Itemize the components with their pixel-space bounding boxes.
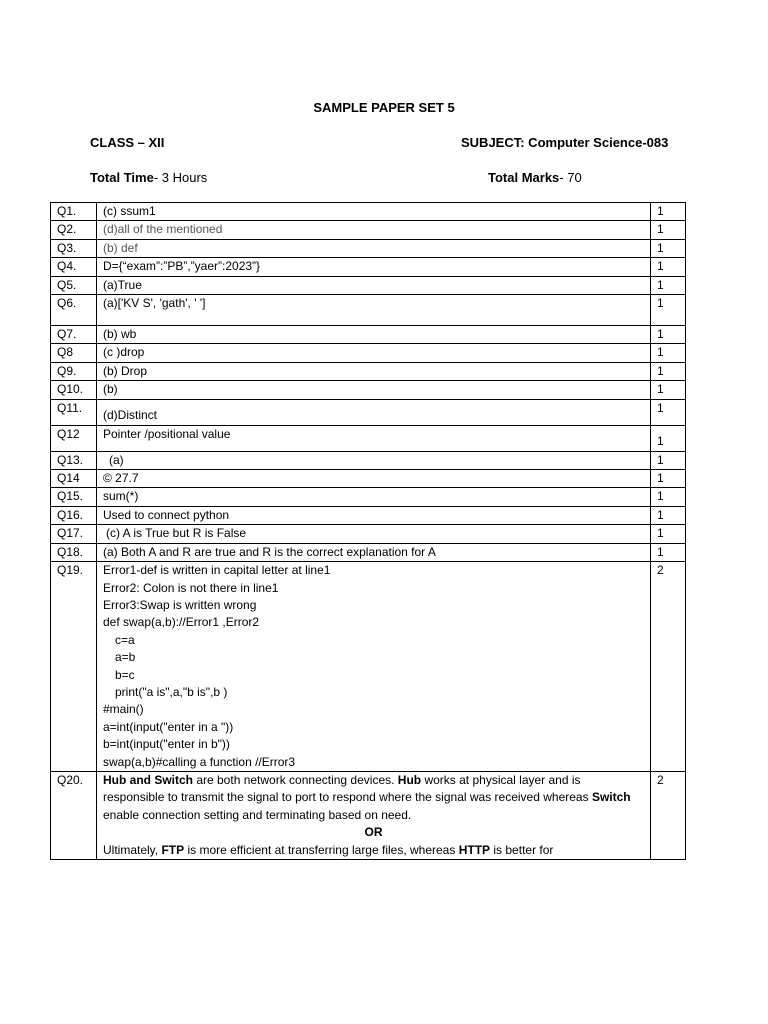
answer-text	[97, 562, 651, 772]
table-row	[51, 295, 686, 326]
answer-text: (a) Both A and R are true and R is the correct explanation for A	[97, 543, 651, 561]
table-row-q20	[51, 771, 686, 859]
question-number: Q9.	[51, 362, 97, 380]
answer-text: sum(*)	[97, 488, 651, 506]
code-line: Error2: Colon is not there in line1	[103, 580, 279, 595]
question-number: Q7.	[51, 326, 97, 344]
marks: 1	[651, 488, 686, 506]
total-time	[90, 170, 207, 185]
answer-text: (b) wb	[97, 326, 651, 344]
marks: 1	[651, 543, 686, 561]
table-row	[51, 488, 686, 506]
answer-text: Used to connect python	[97, 506, 651, 524]
code-line: b=c	[115, 667, 135, 682]
code-line: def swap(a,b)://Error1 ,Error2	[103, 615, 260, 630]
code-line: #main()	[103, 702, 144, 717]
marks: 1	[651, 276, 686, 294]
answer-table	[50, 202, 686, 860]
marks: 1	[651, 239, 686, 257]
answer-text: (c )drop	[97, 344, 651, 362]
table-row	[51, 451, 686, 469]
question-number: Q6.	[51, 295, 97, 326]
term-hub: Hub	[397, 772, 422, 787]
code-line: c=a	[115, 632, 135, 647]
question-number: Q19.	[51, 562, 97, 772]
table-row	[51, 276, 686, 294]
question-number: Q5.	[51, 276, 97, 294]
marks: 1	[651, 425, 686, 451]
answer-text: (c) ssum1	[97, 203, 651, 221]
question-number: Q16.	[51, 506, 97, 524]
question-number: Q8	[51, 344, 97, 362]
question-number: Q13.	[51, 451, 97, 469]
question-number: Q20.	[51, 771, 97, 859]
table-row	[51, 399, 686, 425]
table-row	[51, 506, 686, 524]
table-row	[51, 203, 686, 221]
table-row-q19	[51, 562, 686, 772]
class-label: CLASS – XII	[90, 135, 165, 150]
question-number: Q4.	[51, 258, 97, 276]
or-separator: OR	[364, 825, 383, 840]
answer-text: (a)True	[97, 276, 651, 294]
table-row	[51, 543, 686, 561]
answer-fragment: enable connection setting and terminating based on need.	[103, 807, 412, 822]
marks: 1	[651, 258, 686, 276]
code-line: b=int(input("enter in b"))	[103, 737, 230, 752]
question-number: Q10.	[51, 381, 97, 399]
term-http: HTTP	[458, 842, 491, 857]
question-number: Q2.	[51, 221, 97, 239]
code-line: a=b	[115, 650, 136, 665]
term-hub-switch: Hub and Switch	[103, 772, 193, 787]
time-value: - 3 Hours	[153, 170, 208, 185]
answer-fragment: works at physical layer and is responsible to transmit the signal to port to respond where the signal was received whereas	[103, 772, 592, 805]
total-marks	[488, 170, 582, 185]
question-number: Q11.	[51, 399, 97, 425]
code-line: Error1-def is written in capital letter at line1	[103, 563, 331, 578]
time-label: Total Time	[90, 170, 154, 185]
table-row	[51, 326, 686, 344]
answer-text: Pointer /positional value	[97, 425, 651, 451]
table-row	[51, 425, 686, 451]
answer-text: © 27.7	[97, 470, 651, 488]
page-title: SAMPLE PAPER SET 5	[313, 100, 455, 115]
question-number: Q18.	[51, 543, 97, 561]
answer-text: (c) A is True but R is False	[97, 525, 651, 543]
answer-text: (b)	[97, 381, 651, 399]
marks-label: Total Marks	[488, 170, 560, 185]
answer-fragment: Ultimately,	[103, 842, 162, 857]
answer-fragment: are both network connecting devices.	[193, 772, 398, 787]
question-number: Q12	[51, 425, 97, 451]
code-line: swap(a,b)#calling a function //Error3	[103, 754, 296, 769]
table-row	[51, 344, 686, 362]
marks: 1	[651, 203, 686, 221]
marks: 1	[651, 326, 686, 344]
question-number: Q15.	[51, 488, 97, 506]
table-row	[51, 258, 686, 276]
marks: 1	[651, 295, 686, 326]
table-row	[51, 381, 686, 399]
answer-text: (b) def	[97, 239, 651, 257]
marks-value: - 70	[559, 170, 582, 185]
question-number: Q14	[51, 470, 97, 488]
marks: 1	[651, 344, 686, 362]
marks: 2	[651, 771, 686, 859]
marks: 1	[651, 525, 686, 543]
marks: 1	[651, 470, 686, 488]
marks: 1	[651, 506, 686, 524]
code-line: Error3:Swap is written wrong	[103, 597, 257, 612]
marks: 1	[651, 362, 686, 380]
question-number: Q3.	[51, 239, 97, 257]
answer-fragment: is better for	[490, 842, 554, 857]
marks: 1	[651, 221, 686, 239]
marks: 1	[651, 451, 686, 469]
code-line: a=int(input("enter in a "))	[103, 719, 234, 734]
answer-text: (a)['KV S', 'gath', ' ']	[97, 295, 651, 326]
answer-text: (a)	[97, 451, 651, 469]
question-number: Q1.	[51, 203, 97, 221]
question-number: Q17.	[51, 525, 97, 543]
table-row	[51, 470, 686, 488]
answer-text: (d)all of the mentioned	[97, 221, 651, 239]
answer-text: D={“exam”:”PB”,”yaer”:2023”}	[97, 258, 651, 276]
table-row	[51, 362, 686, 380]
answer-text: (d)Distinct	[97, 399, 651, 425]
table-row	[51, 239, 686, 257]
answer-text: (b) Drop	[97, 362, 651, 380]
subject-label: SUBJECT: Computer Science-083	[461, 135, 669, 150]
table-row	[51, 221, 686, 239]
term-ftp: FTP	[161, 842, 185, 857]
marks: 1	[651, 399, 686, 425]
code-line: print("a is",a,"b is",b )	[115, 684, 228, 699]
answer-text	[97, 771, 651, 859]
marks: 1	[651, 381, 686, 399]
term-switch: Switch	[591, 790, 631, 805]
table-row	[51, 525, 686, 543]
answer-fragment: is more efficient at transferring large files, whereas	[184, 842, 459, 857]
marks: 2	[651, 562, 686, 772]
